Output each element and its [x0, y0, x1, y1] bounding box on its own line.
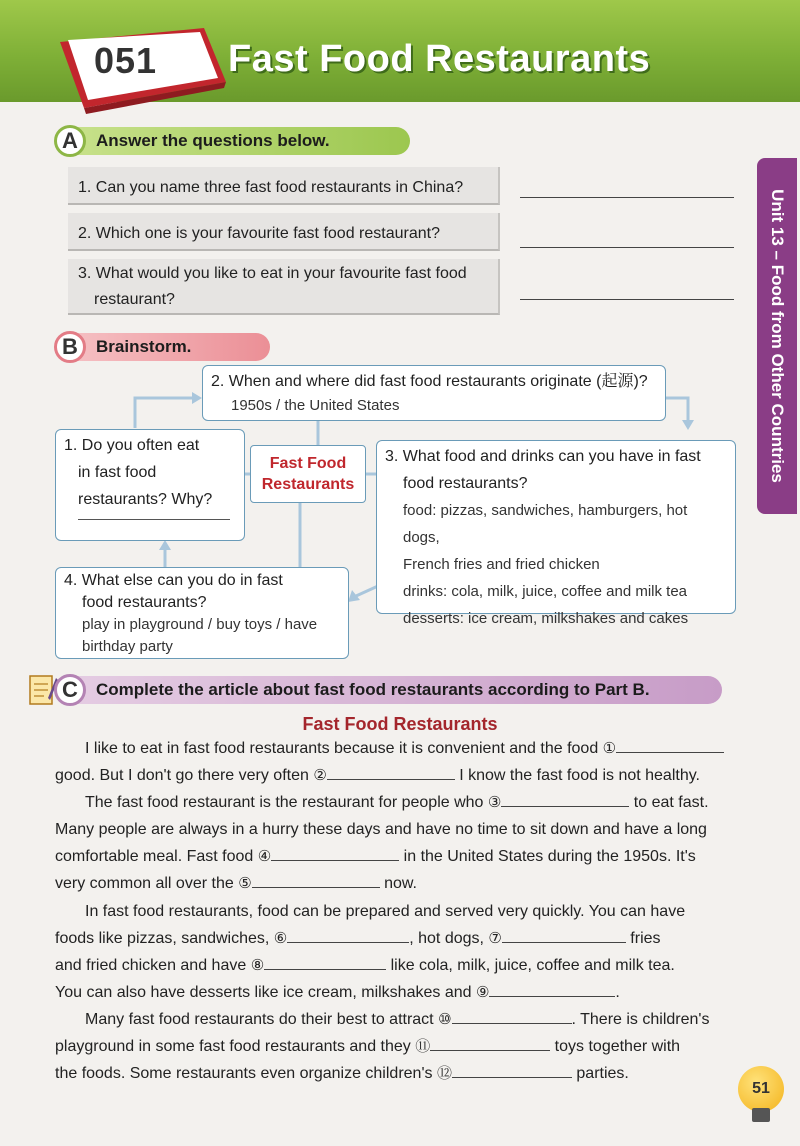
brainstorm-q3-answer4: desserts: ice cream, milkshakes and cakes	[403, 610, 689, 627]
p2-text-g: now.	[379, 875, 417, 892]
page-title: Fast Food Restaurants	[228, 38, 651, 80]
unit-label: Unit 13 – Food from Other Countries	[768, 189, 787, 483]
p4-text-e: the foods. Some restaurants even organize children's	[55, 1065, 437, 1082]
p3-text-h: .	[615, 984, 620, 1001]
unit-side-tab	[757, 158, 797, 514]
brainstorm-q3-answer2: French fries and fried chicken	[403, 556, 600, 573]
section-b-instruction: Brainstorm.	[96, 337, 192, 356]
p3-text-b: foods like pizzas, sandwiches,	[55, 930, 274, 947]
p3-text-g: You can also have desserts like ice cream, milkshakes and	[55, 984, 476, 1001]
brainstorm-q3-line1: 3. What food and drinks can you have in fast	[385, 448, 701, 465]
p1-text-a: I like to eat in fast food restaurants because it is convenient and the food	[85, 740, 603, 757]
blank-4[interactable]	[271, 845, 399, 861]
p4-text-b: . There is children's	[571, 1011, 710, 1028]
question-a1-text: 1. Can you name three fast food restaurants in China?	[78, 179, 464, 196]
blank-11[interactable]	[430, 1035, 550, 1051]
p3-text-f: like cola, milk, juice, coffee and milk tea.	[386, 957, 675, 974]
question-a1	[68, 167, 500, 205]
brainstorm-q2-answer: 1950s / the United States	[231, 397, 400, 414]
blank-number-2: ②	[313, 767, 327, 784]
brainstorm-q1-answer-line[interactable]	[78, 519, 230, 520]
article-paragraph-2	[55, 789, 741, 897]
p2-text-b: to eat fast.	[629, 794, 709, 811]
p4-text-c: playground in some fast food restaurants and they	[55, 1038, 416, 1055]
section-c-letter: C	[54, 674, 86, 706]
p2-text-e: in the United States during the 1950s. It's	[399, 848, 696, 865]
section-a-letter: A	[54, 125, 86, 157]
answer-line-a3[interactable]	[520, 299, 734, 300]
blank-number-8: ⑧	[250, 957, 265, 974]
question-a2-text: 2. Which one is your favourite fast food restaurant?	[78, 225, 440, 242]
brainstorm-q1-line1: 1. Do you often eat	[64, 437, 200, 454]
brainstorm-q3-line2: food restaurants?	[403, 475, 528, 492]
lesson-number: 051	[94, 40, 158, 81]
blank-number-11: ⑪	[415, 1038, 431, 1055]
blank-7[interactable]	[502, 927, 626, 943]
brainstorm-center-box	[250, 445, 366, 503]
blank-number-3: ③	[487, 794, 502, 811]
p2-text-d: comfortable meal. Fast food	[55, 848, 258, 865]
p3-text-d: fries	[625, 930, 661, 947]
blank-6[interactable]	[287, 927, 409, 943]
brainstorm-q2-question: 2. When and where did fast food restaurants originate (起源)?	[211, 373, 648, 390]
section-c-instruction: Complete the article about fast food restaurants according to Part B.	[96, 680, 650, 699]
section-a-instruction: Answer the questions below.	[96, 131, 330, 150]
bulb-base-icon	[752, 1108, 770, 1122]
article-title: Fast Food Restaurants	[302, 714, 498, 734]
brainstorm-q3-box	[376, 440, 736, 627]
p3-text-c: , hot dogs,	[409, 930, 489, 947]
question-a3-text-cont: restaurant?	[94, 291, 175, 308]
blank-9[interactable]	[489, 981, 615, 997]
blank-8[interactable]	[264, 954, 386, 970]
blank-number-9: ⑨	[475, 984, 490, 1001]
blank-number-10: ⑩	[438, 1011, 452, 1028]
blank-number-5: ⑤	[238, 875, 252, 892]
blank-5[interactable]	[252, 872, 380, 888]
brainstorm-q4-answer2: birthday party	[82, 638, 173, 655]
brainstorm-q4-answer1: play in playground / buy toys / have	[82, 616, 318, 633]
brainstorm-q1-line2: in fast food	[78, 464, 157, 481]
section-c-heading	[58, 676, 722, 704]
answer-line-a2[interactable]	[520, 247, 734, 248]
p4-text-d: toys together with	[550, 1038, 681, 1055]
brainstorm-q1-box	[55, 429, 245, 541]
question-a2	[68, 213, 500, 251]
question-a3	[68, 259, 500, 315]
p2-text-c: Many people are always in a hurry these days and have no time to sit down and have a long	[55, 821, 707, 838]
brainstorm-q3-answer1: food: pizzas, sandwiches, hamburgers, hot dogs,	[403, 502, 688, 546]
center-line1: Fast Food	[269, 455, 347, 472]
question-a3-text: 3. What would you like to eat in your favourite fast food	[78, 265, 467, 282]
blank-number-6: ⑥	[273, 930, 288, 947]
page-number-bulb	[738, 1066, 784, 1112]
p4-text-f: parties.	[571, 1065, 629, 1082]
p4-text-a: Many fast food restaurants do their best to attract	[85, 1011, 439, 1028]
p3-text-a: In fast food restaurants, food can be prepared and served very quickly. You can have	[85, 903, 686, 920]
p2-text-a: The fast food restaurant is the restaurant for people who	[85, 794, 488, 811]
p2-text-f: very common all over the	[55, 875, 239, 892]
p3-text-e: and fried chicken and have	[55, 957, 251, 974]
article-paragraph-3	[55, 898, 741, 1006]
blank-number-4: ④	[257, 848, 272, 865]
brainstorm-q3-answer3: drinks: cola, milk, juice, coffee and milk tea	[403, 583, 688, 600]
section-b-heading	[58, 333, 270, 361]
article-paragraph-1	[55, 735, 741, 789]
p1-text-c: I know the fast food is not healthy.	[454, 767, 700, 784]
section-b-letter: B	[54, 331, 86, 363]
blank-12[interactable]	[452, 1062, 572, 1078]
blank-2[interactable]	[327, 764, 455, 780]
center-line2: Restaurants	[261, 476, 355, 493]
section-a-heading	[58, 127, 410, 155]
blank-number-12: ⑫	[436, 1065, 452, 1082]
brainstorm-q4-box	[55, 567, 349, 659]
answer-line-a1[interactable]	[520, 197, 734, 198]
blank-1[interactable]	[616, 737, 724, 753]
blank-3[interactable]	[501, 791, 629, 807]
article-paragraph-4	[55, 1006, 741, 1087]
brainstorm-q1-line3: restaurants? Why?	[78, 491, 213, 508]
p1-text-b: good. But I don't go there very often	[55, 767, 314, 784]
brainstorm-q2-box	[202, 365, 666, 421]
blank-number-7: ⑦	[488, 930, 502, 947]
brainstorm-q4-line1: 4. What else can you do in fast	[64, 572, 283, 589]
blank-10[interactable]	[452, 1008, 572, 1024]
blank-number-1: ①	[602, 740, 617, 757]
brainstorm-q4-line2: food restaurants?	[82, 594, 207, 611]
page-number: 51	[752, 1080, 770, 1097]
